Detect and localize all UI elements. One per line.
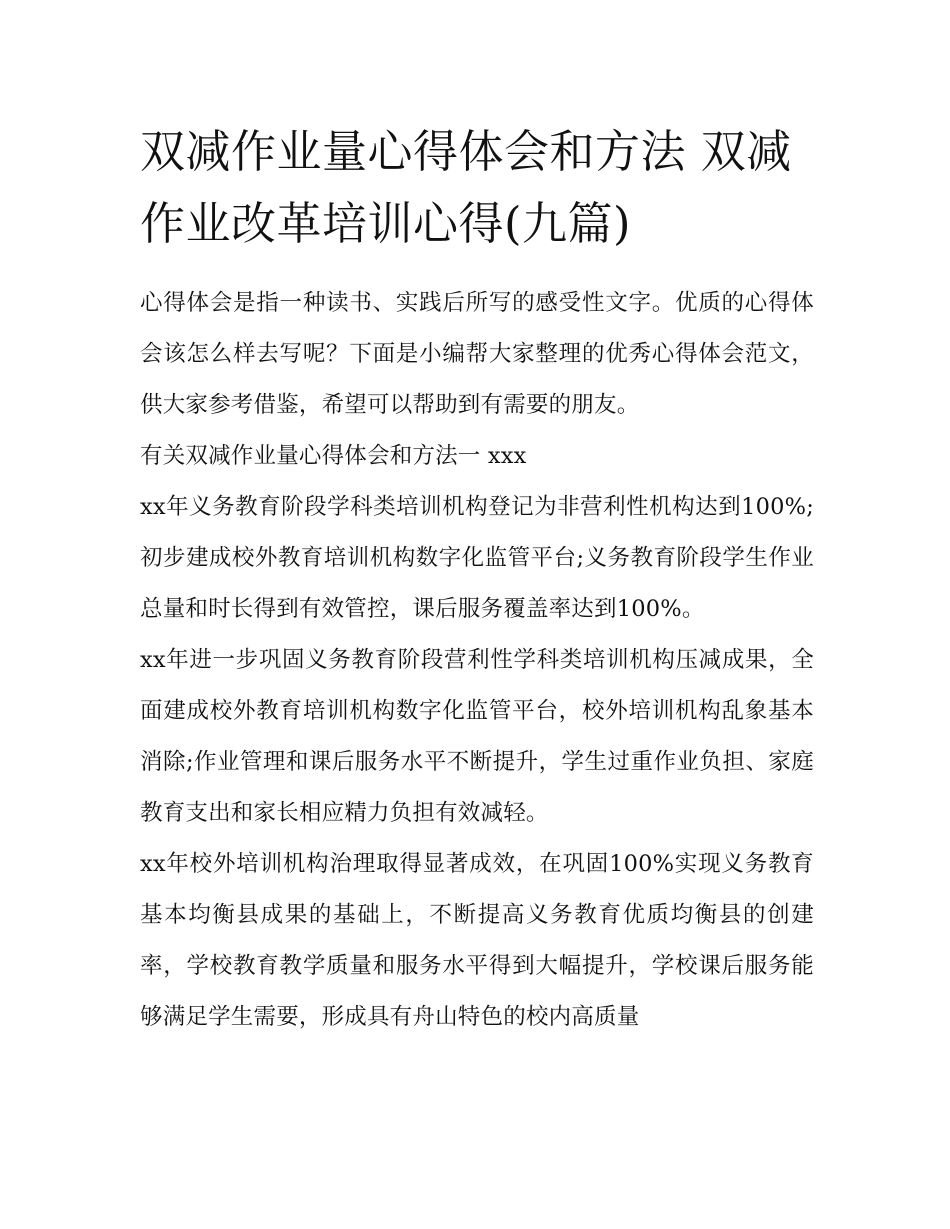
section-heading: 有关双减作业量心得体会和方法一 xxx: [140, 443, 527, 469]
document-title: 双减作业量心得体会和方法 双减作业改革培训心得(九篇): [140, 125, 792, 250]
document-body: [140, 116, 814, 1043]
paragraph-goal-1: xx年义务教育阶段学科类培训机构登记为非营利性机构达到100%;初步建成校外教育培训机构数字化监管平台;义务教育阶段学生作业总量和时长得到有效管控，课后服务覆盖率达到100%。: [140, 494, 814, 622]
paragraph-goal-3: xx年校外培训机构治理取得显著成效，在巩固100%实现义务教育基本均衡县成果的基础上，不断提高义务教育优质均衡县的创建率，学校教育教学质量和服务水平得到大幅提升，学校课后服务能够满足学生需要，形成具有舟山特色的校内高质量: [140, 851, 814, 1030]
paragraph-goal-2: xx年进一步巩固义务教育阶段营利性学科类培训机构压减成果，全面建成校外教育培训机构数字化监管平台，校外培训机构乱象基本消除;作业管理和课后服务水平不断提升，学生过重作业负担、家庭教育支出和家长相应精力负担有效减轻。: [140, 647, 814, 826]
paragraph-intro: 心得体会是指一种读书、实践后所写的感受性文字。优质的心得体会该怎么样去写呢？下面是小编帮大家整理的优秀心得体会范文，供大家参考借鉴，希望可以帮助到有需要的朋友。: [140, 290, 814, 418]
